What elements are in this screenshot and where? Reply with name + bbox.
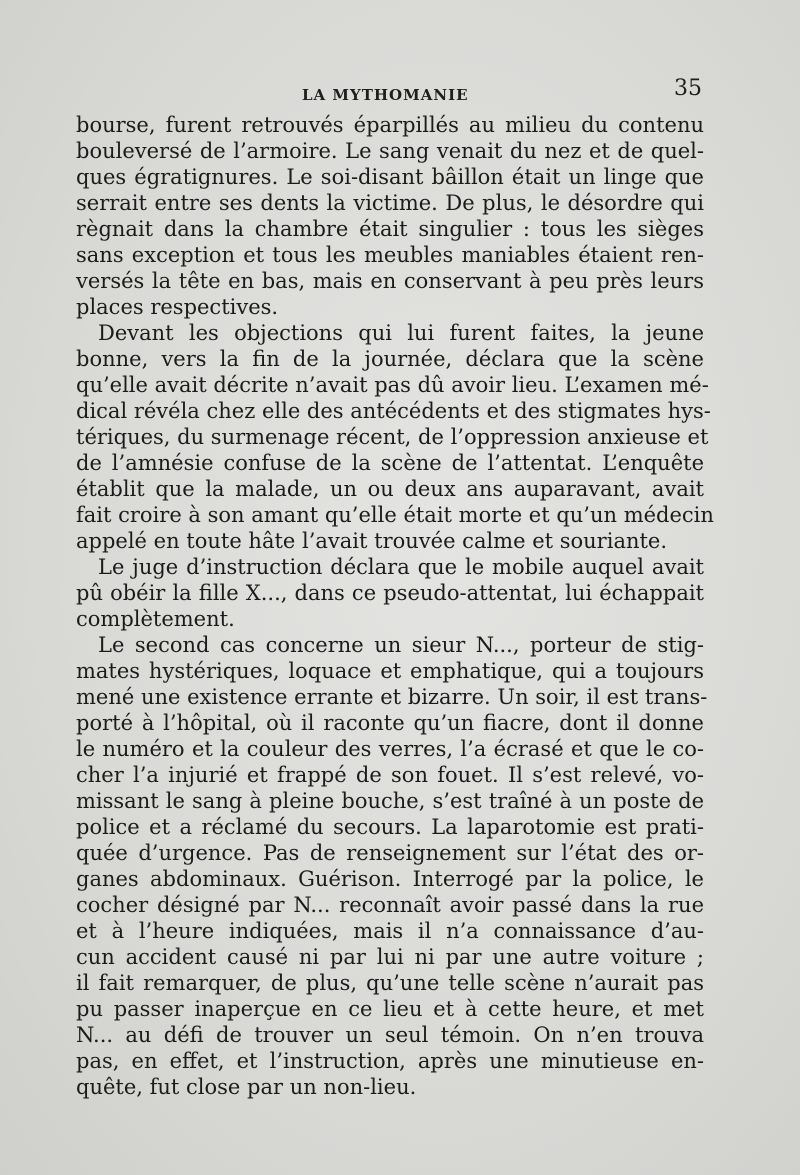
text-line: pû obéir la fille X..., dans ce pseudo-attentat, lui échappait bbox=[76, 581, 704, 605]
text-line: dical révéla chez elle des antécédents et des stigmates hys- bbox=[76, 399, 711, 423]
text-line: mates hystériques, loquace et emphatique, qui a toujours bbox=[76, 659, 704, 683]
text-line: Le juge d’instruction déclara que le mobile auquel avait bbox=[98, 555, 704, 579]
text-line: places respectives. bbox=[76, 295, 279, 319]
text-line: ganes abdominaux. Guérison. Interrogé par la police, le bbox=[76, 867, 704, 891]
text-line: quée d’urgence. Pas de renseignement sur l’état des or- bbox=[76, 841, 704, 865]
text-line: pu passer inaperçue en ce lieu et à cette heure, et met bbox=[76, 997, 704, 1021]
text-line: établit que la malade, un ou deux ans auparavant, avait bbox=[76, 477, 704, 501]
text-line: Le second cas concerne un sieur N..., porteur de stig- bbox=[98, 633, 704, 657]
text-line: quête, fut close par un non-lieu. bbox=[76, 1075, 417, 1099]
text-line: missant le sang à pleine bouche, s’est traîné à un poste de bbox=[76, 789, 704, 813]
text-line: fait croire à son amant qu’elle était morte et qu’un médecin bbox=[76, 503, 714, 527]
text-line: bouleversé de l’armoire. Le sang venait du nez et de quel- bbox=[76, 139, 704, 163]
text-line: bonne, vers la fin de la journée, déclara que la scène bbox=[76, 347, 704, 371]
text-line: cher l’a injurié et frappé de son fouet. Il s’est relevé, vo- bbox=[76, 763, 704, 787]
text-line: le numéro et la couleur des verres, l’a écrasé et que le co- bbox=[76, 737, 704, 761]
text-line: N... au défi de trouver un seul témoin. On n’en trouva bbox=[76, 1023, 704, 1047]
text-line: cocher désigné par N... reconnaît avoir passé dans la rue bbox=[76, 893, 704, 917]
page-number: 35 bbox=[674, 76, 702, 101]
text-line: il fait remarquer, de plus, qu’une telle scène n’aurait pas bbox=[76, 971, 704, 995]
text-line: qu’elle avait décrite n’avait pas dû avoir lieu. L’examen mé- bbox=[76, 373, 709, 397]
text-line: police et a réclamé du secours. La laparotomie est prati- bbox=[76, 815, 704, 839]
text-line: appelé en toute hâte l’avait trouvée calme et souriante. bbox=[76, 529, 668, 553]
running-title: LA MYTHOMANIE bbox=[302, 86, 469, 104]
text-line: et à l’heure indiquées, mais il n’a connaissance d’au- bbox=[76, 919, 704, 943]
text-line: bourse, furent retrouvés éparpillés au milieu du contenu bbox=[76, 113, 704, 137]
text-line: porté à l’hôpital, où il raconte qu’un fiacre, dont il donne bbox=[76, 711, 704, 735]
text-line: Devant les objections qui lui furent faites, la jeune bbox=[98, 321, 704, 345]
text-line: règnait dans la chambre était singulier : tous les sièges bbox=[76, 217, 704, 241]
text-line: complètement. bbox=[76, 607, 235, 631]
text-line: de l’amnésie confuse de la scène de l’attentat. L’enquête bbox=[76, 451, 704, 475]
text-line: mené une existence errante et bizarre. Un soir, il est trans- bbox=[76, 685, 708, 709]
text-line: sans exception et tous les meubles maniables étaient ren- bbox=[76, 243, 704, 267]
text-line: versés la tête en bas, mais en conservant à peu près leurs bbox=[76, 269, 704, 293]
text-line: cun accident causé ni par lui ni par une autre voiture ; bbox=[76, 945, 704, 969]
text-line: pas, en effet, et l’instruction, après une minutieuse en- bbox=[76, 1049, 704, 1073]
text-line: ques égratignures. Le soi-disant bâillon était un linge que bbox=[76, 165, 704, 189]
text-line: serrait entre ses dents la victime. De plus, le désordre qui bbox=[76, 191, 704, 215]
running-header bbox=[0, 74, 800, 108]
text-line: tériques, du surmenage récent, de l’oppression anxieuse et bbox=[76, 425, 709, 449]
body-text bbox=[76, 112, 714, 1100]
